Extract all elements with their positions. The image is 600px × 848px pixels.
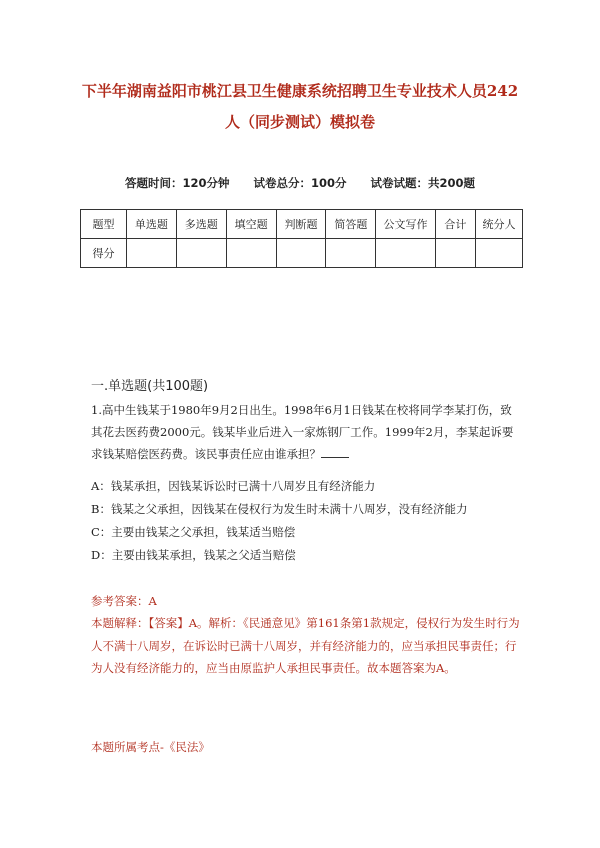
header-cell: 题型 — [81, 210, 127, 239]
score-table-header-row — [81, 210, 523, 239]
question-text — [91, 399, 523, 465]
header-cell: 合计 — [435, 210, 475, 239]
score-cell — [376, 239, 436, 268]
header-cell: 统分人 — [475, 210, 522, 239]
score-cell — [226, 239, 276, 268]
score-table-score-row — [81, 239, 523, 268]
exam-meta — [0, 175, 600, 191]
answer-explanation: 本题解释：【答案】A。解析：《民通意见》第161条第1款规定，侵权行为发生时行为人不满十八周岁，在诉讼时已满十八周岁，并有经济能力的，应当承担民事责任；行为人没有经济能力的，应当由原监护人承担民事责任。故本题答案为A。 — [91, 616, 520, 675]
total-questions: 试卷试题：共200题 — [370, 176, 476, 190]
score-cell — [475, 239, 522, 268]
option-c: C：主要由钱某之父承担，钱某适当赔偿 — [91, 525, 296, 539]
header-cell: 判断题 — [276, 210, 326, 239]
answer-time: 答题时间：120分钟 — [124, 176, 230, 190]
reference-answer: 参考答案：A — [91, 594, 157, 608]
header-cell: 简答题 — [326, 210, 376, 239]
topic-label: 本题所属考点-《民法》 — [91, 740, 210, 754]
option-b: B：钱某之父承担，因钱某在侵权行为发生时未满十八周岁，没有经济能力 — [91, 502, 468, 516]
header-cell: 多选题 — [176, 210, 226, 239]
option-a: A：钱某承担，因钱某诉讼时已满十八周岁且有经济能力 — [91, 479, 376, 493]
score-cell — [126, 239, 176, 268]
exam-title-line-1: 下半年湖南益阳市桃江县卫生健康系统招聘卫生专业技术人员242 — [81, 82, 519, 100]
score-cell — [326, 239, 376, 268]
score-cell — [276, 239, 326, 268]
header-cell: 填空题 — [226, 210, 276, 239]
total-score: 试卷总分：100分 — [253, 176, 347, 190]
question-body: 1.高中生钱某于1980年9月2日出生。1998年6月1日钱某在校将同学李某打伤，致其花去医药费2000元。钱某毕业后进入一家炼钢厂工作。1999年2月，李某起诉要求钱某赔偿医药费。该民事责任应由谁承担？ — [91, 403, 514, 461]
row-label-cell: 得分 — [81, 239, 127, 268]
header-cell: 公文写作 — [376, 210, 436, 239]
header-cell: 单选题 — [126, 210, 176, 239]
option-d: D：主要由钱某承担，钱某之父适当赔偿 — [91, 548, 296, 562]
exam-title-line-2: 人（同步测试）模拟卷 — [224, 113, 375, 131]
section-title: 一.单选题(共100题) — [91, 379, 209, 394]
score-cell — [176, 239, 226, 268]
score-cell — [435, 239, 475, 268]
score-table — [80, 209, 523, 268]
answer-blank — [321, 445, 349, 458]
